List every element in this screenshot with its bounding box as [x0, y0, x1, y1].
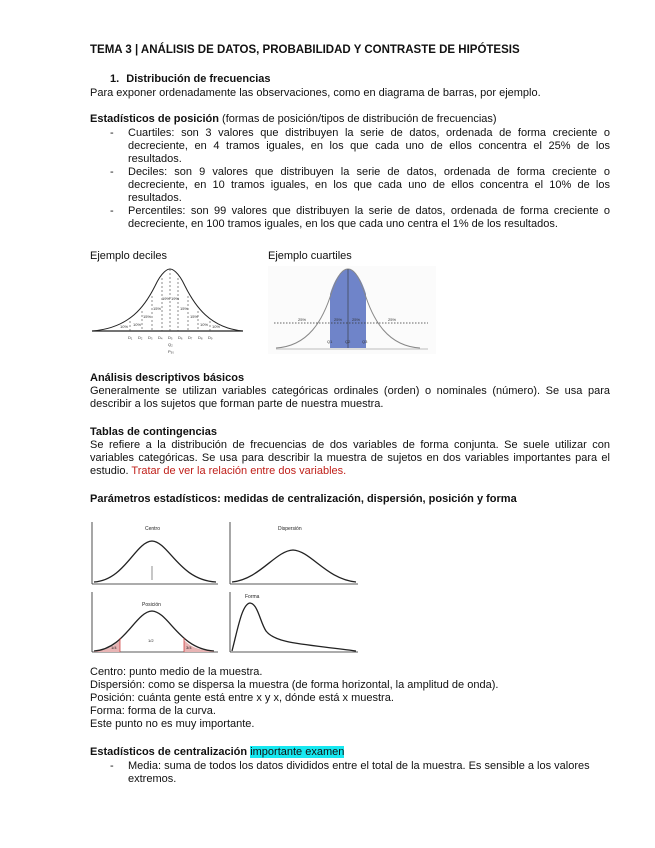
descriptivos-text: Generalmente se utilizan variables categóricas ordinales (orden) o nominales (número). Se usa para describir a los sujetos que forman parte de nuestra muestra. [90, 385, 610, 410]
posicion-list [90, 127, 610, 231]
parametros-figure [90, 518, 380, 658]
list-item: - Deciles: son 9 valores que distribuyen la serie de datos, ordenada de forma creciente o decreciente, en 10 tramos iguales, en los que cada uno de ellos concentra el 10% de los resultados. [90, 166, 610, 205]
panel-title: Forma [245, 594, 260, 600]
cuartil-pct: 25% [334, 317, 343, 322]
posicion-heading: Estadísticos de posición [90, 113, 219, 125]
panel-title: Centro [145, 526, 161, 532]
centralizacion-list [90, 760, 590, 786]
cuartiles-figure [268, 266, 436, 354]
decile-pct: 19% [171, 296, 180, 301]
definicion-line: Forma: forma de la curva. [90, 705, 216, 717]
cuartil-pct: 25% [388, 317, 397, 322]
panel-dispersion [230, 522, 358, 584]
decile-pct: 15% [180, 306, 189, 311]
cuartil-pct: 25% [352, 317, 361, 322]
decile-pct: 15% [143, 314, 152, 319]
decile-pct: 10% [200, 322, 209, 327]
posicion-label: 1/2 [148, 638, 154, 643]
descriptivos-heading: Análisis descriptivos básicos [90, 372, 245, 384]
decile-pct: 15% [190, 314, 199, 319]
panel-title: Dispersión [278, 526, 302, 532]
contingencias-body: Se refiere a la distribución de frecuencias de dos variables de forma conjunta. Se suele utilizar con variables categóricas. Se usa para describir la muestra de sujetos en dos variables importantes para el estudio. [90, 439, 610, 477]
section-number: 1. [110, 73, 120, 85]
panel-title: Posición [142, 602, 161, 608]
panel-centro [92, 522, 218, 584]
deciles-figure [90, 266, 245, 362]
decile-pct: 19% [162, 296, 171, 301]
svg-text:D₇: D₇ [188, 335, 193, 340]
panel-forma [230, 592, 358, 652]
list-item: - Percentiles: son 99 valores que distribuyen la serie de datos, ordenada de forma creciente o decreciente, en 100 tramos iguales, en los que cada uno centra el 1% de los resultados. [90, 205, 610, 231]
contingencias-red-note: Tratar de ver la relación entre dos variables. [131, 465, 347, 477]
posicion-heading-line [90, 113, 610, 126]
deciles-caption: Ejemplo deciles [90, 250, 168, 262]
definicion-line: Posición: cuánta gente está entre x y x, dónde está x muestra. [90, 692, 394, 704]
svg-text:D₃: D₃ [148, 335, 153, 340]
contingencias-heading: Tablas de contingencias [90, 426, 217, 438]
definicion-line: Dispersión: como se dispersa la muestra (de forma horizontal, la amplitud de onda). [90, 679, 499, 691]
decile-pct: 10% [120, 324, 129, 329]
centralizacion-heading: Estadísticos de centralización [90, 746, 248, 758]
decile-pct: 15% [153, 306, 162, 311]
svg-text:D₈: D₈ [198, 335, 203, 340]
highlight-note: importante examen [250, 746, 345, 758]
parametros-heading: Parámetros estadísticos: medidas de centralización, dispersión, posición y forma [90, 493, 517, 505]
definiciones-list [90, 666, 610, 731]
centralizacion-heading-line [90, 746, 610, 759]
panel-posicion [92, 592, 218, 652]
list-item: - Cuartiles: son 3 valores que distribuyen la serie de datos, ordenada de forma creciente o decreciente, en 4 tramos iguales, en los que cada uno de ellos concentra el 25% de los resultados. [90, 127, 610, 166]
section-title: Distribución de frecuencias [126, 73, 271, 85]
posicion-paren: (formas de posición/tipos de distribución de frecuencias) [218, 113, 497, 125]
posicion-label: 1/4 [111, 645, 117, 650]
section-heading [90, 73, 610, 86]
cuartil-pct: 25% [298, 317, 307, 322]
section-intro: Para exponer ordenadamente las observaciones, como en diagrama de barras, por ejemplo. [90, 87, 541, 99]
svg-text:D₆: D₆ [178, 335, 183, 340]
decile-pct: 10% [212, 324, 221, 329]
svg-text:D₁: D₁ [128, 335, 133, 340]
cuartiles-caption: Ejemplo cuartiles [268, 250, 352, 262]
svg-text:P₅₀: P₅₀ [168, 349, 174, 354]
cuartil-q: Q3 [362, 339, 368, 344]
list-item: - Media: suma de todos los datos divididos entre el total de la muestra. Es sensible a los valores extremos. [90, 760, 590, 786]
svg-text:D₉: D₉ [208, 335, 213, 340]
cuartil-q: Q2 [345, 339, 351, 344]
contingencias-text [90, 439, 610, 478]
document-title: TEMA 3 | ANÁLISIS DE DATOS, PROBABILIDAD Y CONTRASTE DE HIPÓTESIS [90, 44, 520, 56]
definicion-line: Centro: punto medio de la muestra. [90, 666, 263, 678]
definicion-line: Este punto no es muy importante. [90, 718, 255, 730]
svg-text:Q₂: Q₂ [168, 342, 173, 347]
cuartil-q: Q1 [327, 339, 333, 344]
svg-text:D₂: D₂ [138, 335, 143, 340]
svg-text:D₄: D₄ [158, 335, 163, 340]
svg-text:D₅: D₅ [168, 335, 173, 340]
decile-pct: 10% [133, 322, 142, 327]
posicion-label: 3/4 [186, 645, 192, 650]
